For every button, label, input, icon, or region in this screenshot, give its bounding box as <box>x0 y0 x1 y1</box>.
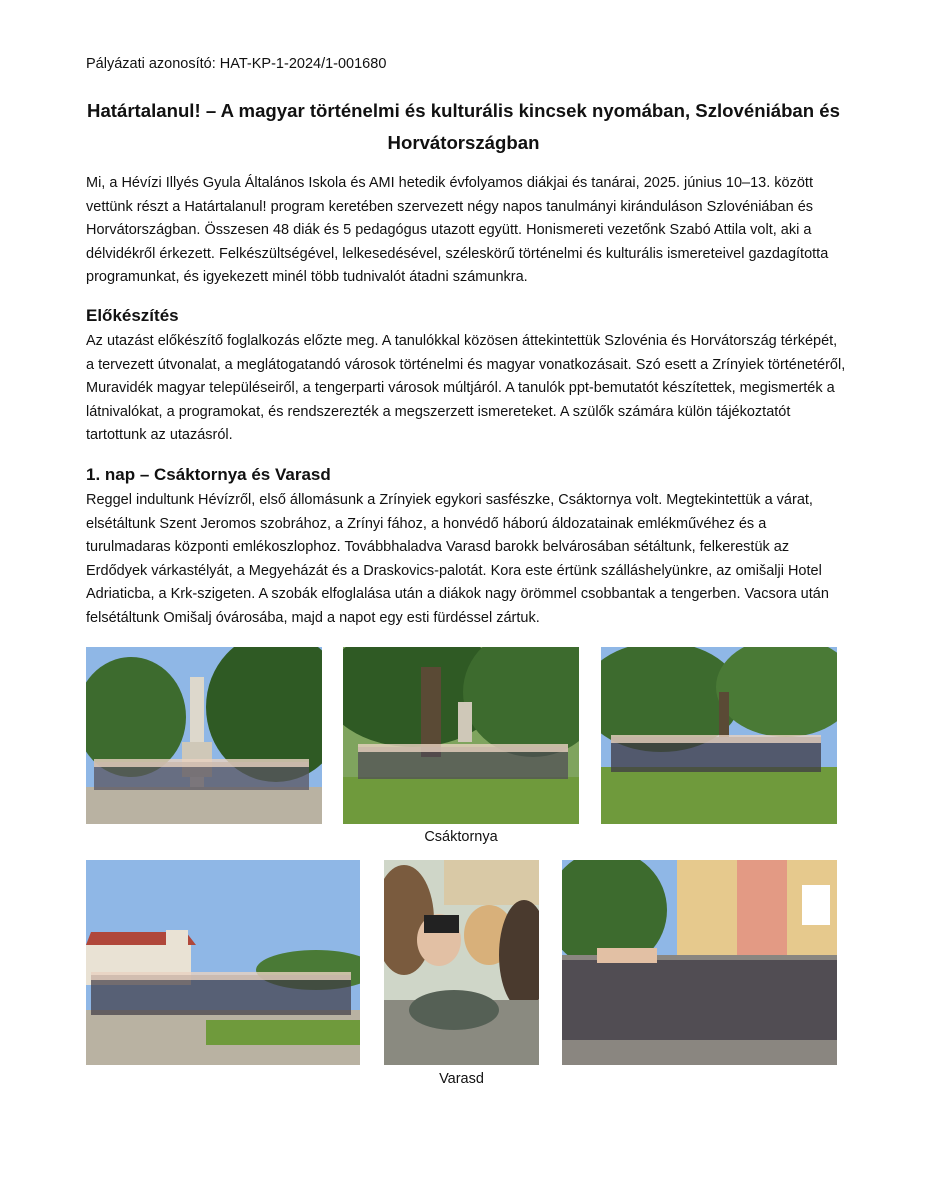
section-text-day1: Reggel indultunk Hévízről, első állomásunk a Zrínyiek egykori sasfészke, Csáktornya volt. Megtekintettük a várat, elsétáltunk Szent Jeromos szobrához, a Zrínyi fához, a honvédő háború áldozatainak emlékművéhez és a turulmadaras központi emlékoszlophoz. Továbbhaladva Varasd barokk belvárosában sétáltunk, felkerestük az Erdődyek várkastélyát, a Megyeházát és a Draskovics-palotát. Kora este értünk szálláshelyünkre, az omišalji Hotel Adriaticba, a Krk-szigeten. A szobák elfoglalása után a diákok nagy örömmel csobbantak a tengerben. Vacsora után felsétáltunk Omišalj óvárosába, majd a napot egy esti fürdéssel zártuk. <box>86 492 829 626</box>
photo-park-group <box>601 647 837 824</box>
photo-memorial-column <box>86 647 322 824</box>
title-line-1: Határtalanul! – A magyar történelmi és kulturális kincsek nyomában, Szlovéniában és <box>87 100 840 121</box>
title-line-2: Horvátországban <box>387 132 540 153</box>
caption-varasd: Varasd <box>439 1071 484 1087</box>
section-heading-day1: 1. nap – Csáktornya és Varasd <box>86 465 331 484</box>
project-id: Pályázati azonosító: HAT-KP-1-2024/1-001680 <box>86 56 387 72</box>
page-title <box>70 95 857 159</box>
caption-csaktornya: Csáktornya <box>424 829 498 845</box>
section-heading-preparation: Előkészítés <box>86 306 179 325</box>
photo-town-group <box>562 860 837 1065</box>
photo-statue-group <box>343 647 579 824</box>
section-text-preparation: Az utazást előkészítő foglalkozás előzte meg. A tanulókkal közösen áttekintettük Szlovénia és Horvátország térképét, a tervezett útvonalat, a meglátogatandó városok történelmi és magyar vonatkozásait. Szó esett a Zrínyiek történetéről, Muravidék magyar településeiről, a tengerparti városok múltjáról. A tanulók ppt-bemutatót készítettek, megismerték a látnivalókat, a programokat, és rendszerezték a megszerzett ismereteket. A szülők számára külön tájékoztatót tartottunk az utazásról. <box>86 333 846 443</box>
intro-paragraph: Mi, a Hévízi Illyés Gyula Általános Iskola és AMI hetedik évfolyamos diákjai és tanárai, 2025. június 10–13. között vettünk részt a Határtalanul! program keretében szervezett négy napos tanulmányi kiránduláson Szlovéniában és Horvátországban. Összesen 48 diák és 5 pedagógus utazott együtt. Honismereti vezetőnk Szabó Attila volt, aki a délvidékről érkezett. Felkészültségével, lelkesedésével, széleskörű történelmi és kulturális ismereteivel gazdagította programunkat, és igyekezett minél több tudnivalót átadni számunkra. <box>86 175 829 285</box>
photo-castle-group <box>86 860 360 1065</box>
photo-fountain-kids <box>384 860 539 1065</box>
